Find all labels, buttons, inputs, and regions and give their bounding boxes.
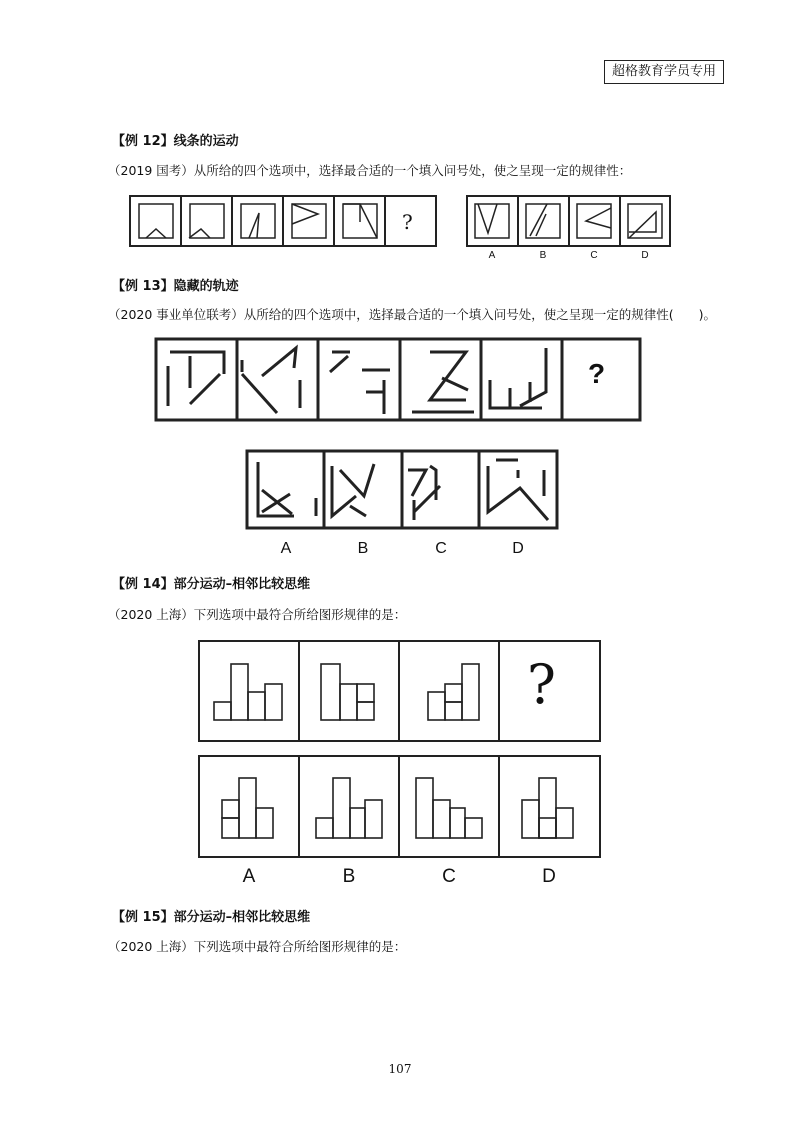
ex14-question-mark: ? [527,653,556,716]
ex12-question-mark: ? [402,210,413,234]
ex14-option-a[interactable]: A [242,866,256,887]
ex14-title: 【例 14】部分运动–相邻比较思维 [112,577,311,592]
page-number: 107 [388,1062,412,1076]
ex13-prompt: （2020 事业单位联考）从所给的四个选项中，选择最合适的一个填入问号处，使之呈现一定的规律性( )。 [108,307,717,322]
ex13-option-a[interactable]: A [280,540,292,557]
ex13-option-b[interactable]: B [357,540,369,557]
ex13-option-d[interactable]: D [512,540,524,557]
ex14-option-c[interactable]: C [442,866,456,887]
ex13-question-mark: ? [588,358,606,389]
ex12-prompt: （2019 国考）从所给的四个选项中，选择最合适的一个填入问号处，使之呈现一定的规律性： [108,163,632,178]
ex12-option-d[interactable]: D [641,250,649,261]
ex14-option-d[interactable]: D [542,866,556,887]
ex12-option-a[interactable]: A [488,250,496,261]
ex14-prompt: （2020 上海）下列选项中最符合所给图形规律的是： [108,607,407,622]
ex14-option-b[interactable]: B [342,866,356,887]
header-badge: 超格教育学员专用 [604,60,724,84]
ex12-title: 【例 12】线条的运动 [112,134,239,149]
ex12-option-c[interactable]: C [590,250,598,261]
ex13-title: 【例 13】隐藏的轨迹 [112,279,239,294]
ex12-option-b[interactable]: B [539,250,547,261]
ex15-prompt: （2020 上海）下列选项中最符合所给图形规律的是： [108,939,407,954]
ex15-title: 【例 15】部分运动–相邻比较思维 [112,910,311,925]
ex13-option-c[interactable]: C [435,540,447,557]
